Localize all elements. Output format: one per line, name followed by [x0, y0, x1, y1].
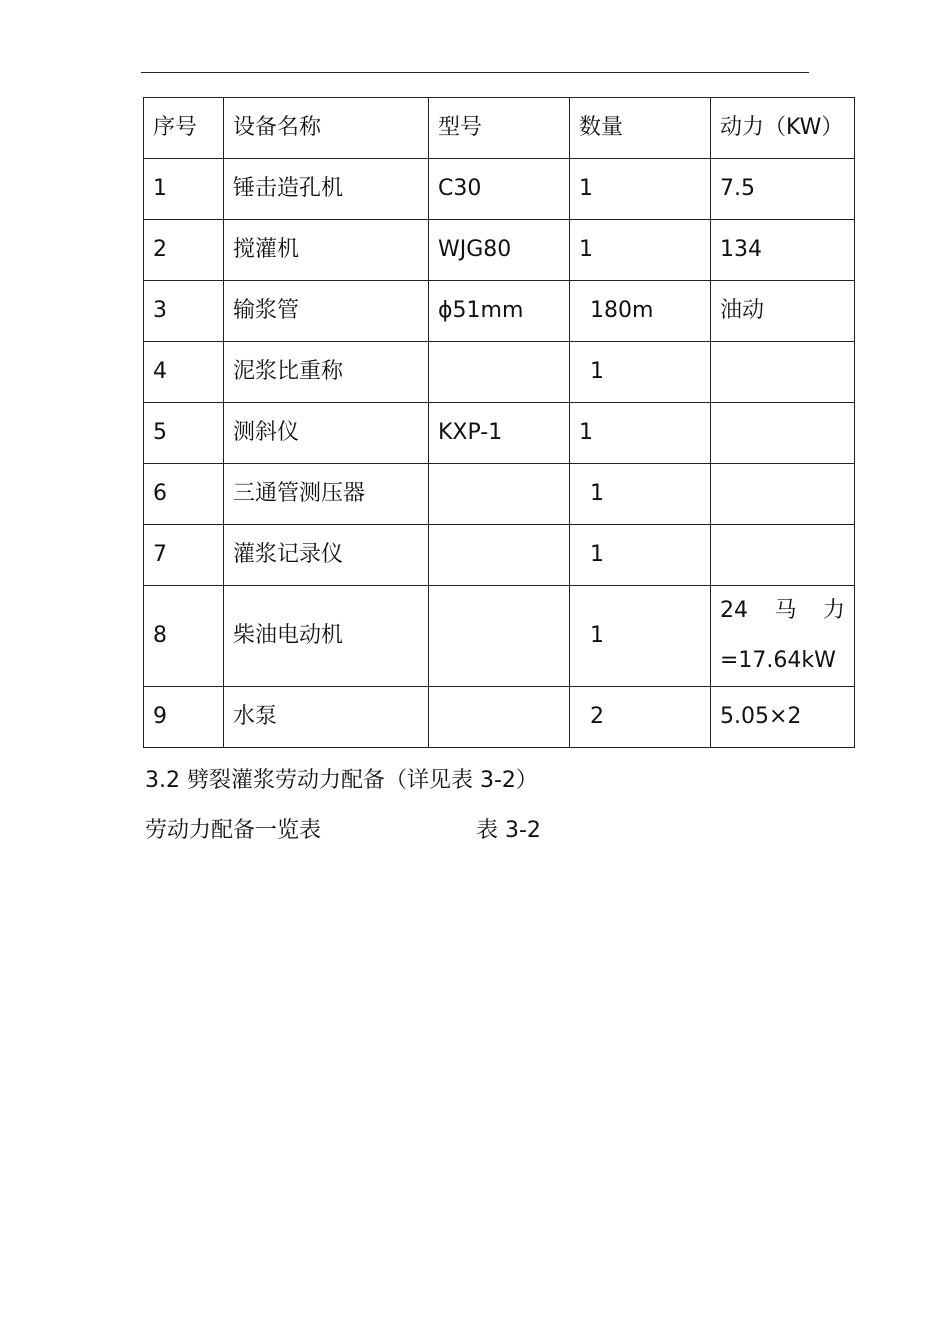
cell-model: WJG80	[429, 220, 570, 281]
cell-qty: 1	[570, 342, 711, 403]
cell-qty: 1	[570, 464, 711, 525]
cell-no: 6	[144, 464, 224, 525]
cell-no: 5	[144, 403, 224, 464]
cell-power: 134	[711, 220, 855, 281]
power-line-1: 24 马 力	[720, 598, 845, 623]
header-cell-no: 序号	[144, 98, 224, 159]
cell-model	[429, 342, 570, 403]
cell-name: 输浆管	[224, 281, 429, 342]
cell-name: 灌浆记录仪	[224, 525, 429, 586]
cell-name: 泥浆比重称	[224, 342, 429, 403]
cell-name: 三通管测压器	[224, 464, 429, 525]
cell-model	[429, 464, 570, 525]
cell-power: 5.05×2	[711, 687, 855, 748]
table-header-row	[144, 98, 855, 159]
table-row	[144, 281, 855, 342]
cell-qty: 1	[570, 220, 711, 281]
table-row	[144, 687, 855, 748]
cell-name: 搅灌机	[224, 220, 429, 281]
cell-power	[711, 464, 855, 525]
caption-title: 劳动力配备一览表	[145, 818, 322, 843]
cell-qty: 2	[570, 687, 711, 748]
cell-no: 9	[144, 687, 224, 748]
header-rule	[141, 72, 809, 73]
table-row	[144, 220, 855, 281]
cell-qty: 1	[570, 586, 711, 687]
cell-model: KXP-1	[429, 403, 570, 464]
cell-no: 8	[144, 586, 224, 687]
cell-power: 7.5	[711, 159, 855, 220]
cell-power	[711, 586, 855, 687]
cell-model	[429, 586, 570, 687]
cell-model: C30	[429, 159, 570, 220]
header-cell-power: 动力（KW）	[711, 98, 855, 159]
header-cell-qty: 数量	[570, 98, 711, 159]
cell-qty: 1	[570, 159, 711, 220]
header-cell-model: 型号	[429, 98, 570, 159]
cell-name: 柴油电动机	[224, 586, 429, 687]
cell-no: 3	[144, 281, 224, 342]
table-caption	[145, 816, 565, 846]
header-cell-name: 设备名称	[224, 98, 429, 159]
cell-no: 7	[144, 525, 224, 586]
cell-power: 油动	[711, 281, 855, 342]
cell-no: 2	[144, 220, 224, 281]
cell-name: 测斜仪	[224, 403, 429, 464]
cell-qty: 1	[570, 525, 711, 586]
equipment-table	[143, 97, 855, 748]
cell-no: 1	[144, 159, 224, 220]
cell-power	[711, 525, 855, 586]
cell-model	[429, 525, 570, 586]
cell-name: 锤击造孔机	[224, 159, 429, 220]
table-row	[144, 525, 855, 586]
table-row	[144, 586, 855, 687]
cell-qty: 180m	[570, 281, 711, 342]
cell-model: ϕ51mm	[429, 281, 570, 342]
cell-model	[429, 687, 570, 748]
cell-power	[711, 342, 855, 403]
section-heading: 3.2 劈裂灌浆劳动力配备（详见表 3-2）	[145, 768, 538, 793]
power-line-2: =17.64kW	[720, 648, 836, 673]
table-row	[144, 403, 855, 464]
caption-number: 表 3-2	[476, 818, 541, 843]
cell-name: 水泵	[224, 687, 429, 748]
table-row	[144, 342, 855, 403]
cell-qty: 1	[570, 403, 711, 464]
cell-no: 4	[144, 342, 224, 403]
table-row	[144, 159, 855, 220]
table-row	[144, 464, 855, 525]
cell-power	[711, 403, 855, 464]
